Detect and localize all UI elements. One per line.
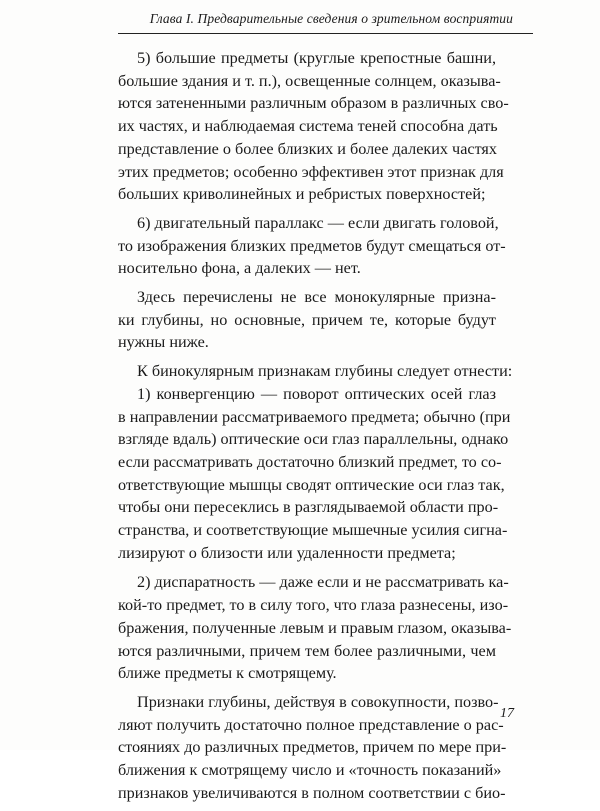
text-line: большие здания и т. п.), освещенные солнцем, оказыва- xyxy=(118,71,501,90)
text-line: 2) диспаратность — даже если и не рассматривать ка- xyxy=(137,573,509,592)
paragraph-monocular-summary xyxy=(118,286,496,354)
text-line: этих предметов; особенно эффективен этот признак для xyxy=(118,162,504,181)
text-line: в направлении рассматриваемого предмета; обычно (при xyxy=(118,407,511,426)
text-line: ляют получить достаточно полное представление о рас- xyxy=(118,715,504,734)
text-line: ответствующие мышцы сводят оптические оси глаз так, xyxy=(118,475,505,494)
text-line: признаков увеличиваются в полном соответствии с био- xyxy=(118,783,506,802)
page-number: 17 xyxy=(500,706,514,721)
text-line: нужны ниже. xyxy=(118,333,209,352)
text-line: ближения к смотрящему число и «точность показаний» xyxy=(118,761,502,780)
header-rule xyxy=(118,33,533,34)
text-line: стояниях до различных предметов, причем по мере при- xyxy=(118,738,507,757)
text-line: чтобы они пересеклись в разглядываемой области про- xyxy=(118,498,499,517)
text-line: странства, и соответствующие мышечные усилия сигна- xyxy=(118,521,508,540)
text-line: кой-то предмет, то в силу того, что глаза разнесены, изо- xyxy=(118,596,509,615)
text-line: то изображения близких предметов будут смещаться от- xyxy=(118,236,506,255)
text-line: ближе предметы к смотрящему. xyxy=(118,664,337,683)
text-line: больших криволинейных и ребристых поверхностей; xyxy=(118,185,486,204)
text-line: бражения, полученные левым и правым глазом, оказыва- xyxy=(118,618,512,637)
text-line: К бинокулярным признакам глубины следует отнести: xyxy=(137,362,513,381)
text-line: ки глубины, но основные, причем те, которые будут xyxy=(118,310,496,329)
text-line: ются различными, причем тем более различными, чем xyxy=(118,641,496,660)
text-line: Здесь перечислены не все монокулярные призна- xyxy=(137,288,496,307)
text-line: представление о более близких и более далеких частях xyxy=(118,139,497,158)
text-line: их частях, и наблюдаемая система теней способна дать xyxy=(118,117,498,136)
paragraph-item-5 xyxy=(118,47,509,206)
text-line: взгляде вдаль) оптические оси глаз параллельны, однако xyxy=(118,430,509,449)
paragraph-disparity xyxy=(118,571,512,685)
text-line: лизируют о близости или удаленности предмета; xyxy=(118,543,456,562)
paragraph-binocular-cues xyxy=(118,360,513,564)
text-line: носительно фона, а далеких — нет. xyxy=(118,259,361,278)
text-line: 5) большие предметы (круглые крепостные башни, xyxy=(137,49,496,67)
running-header: Глава I. Предварительные сведения о зрительном восприятии xyxy=(149,11,513,26)
text-line: ются затененными различным образом в различных сво- xyxy=(118,94,509,113)
text-line: если рассматривать достаточно близкий предмет, то со- xyxy=(118,452,502,471)
text-line: Признаки глубины, действуя в совокупности, позво- xyxy=(137,692,499,711)
text-line: 6) двигательный параллакс — если двигать головой, xyxy=(137,213,499,232)
text-line: 1) конвергенцию — поворот оптических осей глаз xyxy=(137,384,496,403)
paragraph-item-6 xyxy=(118,212,506,280)
